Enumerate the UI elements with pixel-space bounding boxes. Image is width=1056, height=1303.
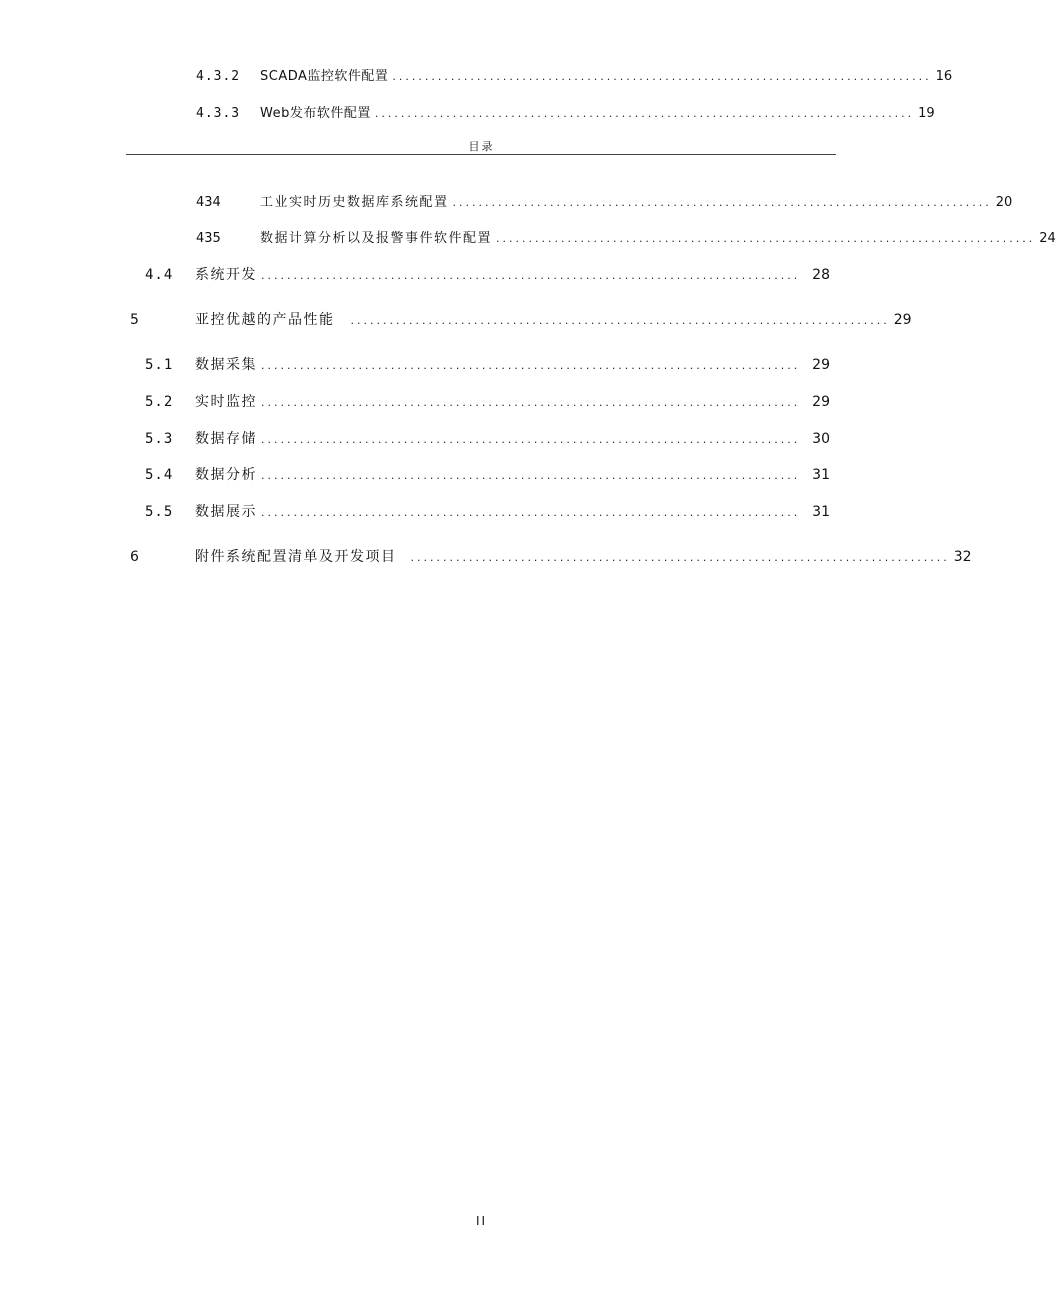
toc-entry-number: 4.3.2 — [196, 69, 241, 84]
toc-entry-title: 数据采集 — [195, 357, 257, 373]
toc-entry-page: 29 — [812, 394, 830, 410]
toc-dot-leader: ................................................................................... — [261, 359, 801, 372]
toc-entry-title: 亚控优越的产品性能 — [195, 312, 335, 328]
toc-entry-page: 29 — [812, 357, 830, 373]
toc-entry-page: 19 — [918, 106, 935, 121]
running-header-title: 目录 — [468, 140, 495, 153]
toc-entry-title: 数据分析 — [195, 467, 257, 483]
toc-entry-title: 附件系统配置清单及开发项目 — [195, 549, 397, 565]
toc-entry-page: 32 — [953, 549, 972, 565]
toc-entry[interactable] — [130, 311, 912, 330]
toc-entry[interactable] — [196, 105, 935, 123]
toc-entry-number: 434 — [196, 195, 221, 210]
toc-entry[interactable] — [130, 548, 972, 567]
toc-entry-number: 5.5 — [145, 504, 174, 520]
toc-dot-leader: ................................................................................... — [496, 232, 1036, 245]
toc-dot-leader: ................................................................................... — [261, 506, 801, 519]
toc-entry[interactable] — [145, 503, 830, 522]
toc-entry[interactable] — [196, 194, 1013, 212]
toc-dot-leader: ................................................................................... — [261, 269, 801, 282]
toc-entry[interactable] — [145, 393, 830, 412]
toc-entry-number: 4.4 — [145, 267, 174, 283]
toc-entry-number: 4.3.3 — [196, 106, 241, 121]
toc-entry-page: 28 — [812, 267, 830, 283]
toc-entry[interactable] — [196, 68, 953, 86]
toc-entry[interactable] — [145, 356, 830, 375]
toc-entry-page: 29 — [893, 312, 912, 328]
toc-dot-leader: ................................................................................... — [452, 196, 992, 209]
toc-entry-title: 实时监控 — [195, 394, 257, 410]
toc-entry-title: SCADA监控软件配置 — [260, 69, 389, 84]
header-divider — [126, 154, 836, 155]
toc-entry[interactable] — [145, 430, 830, 449]
toc-dot-leader: ................................................................................... — [410, 551, 950, 564]
page-number: II — [475, 1214, 488, 1228]
toc-entry-number: 5.2 — [145, 394, 174, 410]
toc-entry-title: 数据展示 — [195, 504, 257, 520]
toc-entry[interactable] — [145, 466, 830, 485]
toc-entry-number: 5.1 — [145, 357, 174, 373]
toc-entry-title: 系统开发 — [195, 267, 257, 283]
toc-entry[interactable] — [196, 230, 1056, 248]
toc-dot-leader: ................................................................................... — [261, 433, 801, 446]
toc-entry-title: 数据计算分析以及报警事件软件配置 — [260, 231, 493, 246]
toc-entry[interactable] — [145, 266, 830, 285]
toc-entry-title: 工业实时历史数据库系统配置 — [260, 195, 449, 210]
toc-entry-number: 5 — [130, 312, 139, 328]
toc-dot-leader: ................................................................................... — [392, 70, 932, 83]
toc-entry-title: 数据存储 — [195, 431, 257, 447]
toc-dot-leader: ................................................................................... — [350, 314, 890, 327]
toc-dot-leader: ................................................................................... — [261, 469, 801, 482]
toc-dot-leader: ................................................................................... — [374, 107, 915, 120]
toc-entry-page: 20 — [995, 195, 1013, 210]
toc-entry-page: 16 — [935, 69, 953, 84]
toc-entry-number: 5.3 — [145, 431, 174, 447]
toc-entry-number: 5.4 — [145, 467, 174, 483]
toc-entry-title: Web发布软件配置 — [260, 106, 371, 121]
toc-entry-page: 31 — [812, 504, 830, 520]
toc-entry-number: 6 — [130, 549, 139, 565]
toc-entry-page: 24 — [1039, 231, 1056, 246]
toc-entry-page: 31 — [812, 467, 830, 483]
toc-dot-leader: ................................................................................... — [261, 396, 801, 409]
toc-entry-page: 30 — [812, 431, 830, 447]
toc-entry-number: 435 — [196, 231, 221, 246]
